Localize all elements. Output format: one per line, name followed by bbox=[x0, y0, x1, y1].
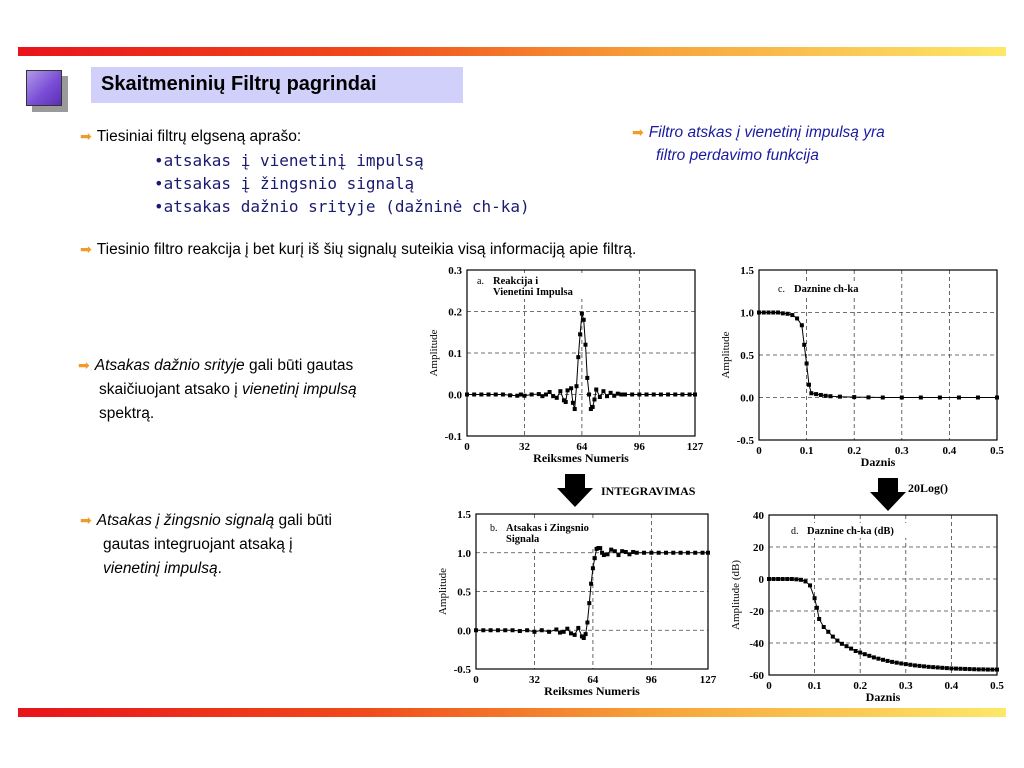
bullet-3-line-3: spektrą. bbox=[99, 405, 155, 422]
data-point bbox=[679, 551, 683, 555]
data-point bbox=[530, 393, 534, 397]
y-tick-label: 1.5 bbox=[740, 265, 754, 277]
data-point bbox=[593, 556, 597, 560]
data-point bbox=[822, 625, 826, 629]
data-point bbox=[630, 393, 634, 397]
data-point bbox=[598, 395, 602, 399]
data-point bbox=[573, 633, 577, 637]
x-tick-label: 0.4 bbox=[944, 680, 959, 692]
x-tick-label: 0.5 bbox=[990, 680, 1004, 692]
y-tick-label: 0.2 bbox=[448, 306, 462, 319]
chart-frequency-response bbox=[712, 262, 1012, 474]
data-point bbox=[624, 550, 628, 554]
bullet-4-italic: Atsakas į žingsnio signalą bbox=[96, 512, 275, 529]
y-tick-label: -0.5 bbox=[736, 435, 754, 447]
arrow-bullet-icon: ➡ bbox=[80, 512, 92, 528]
series-line bbox=[769, 579, 997, 670]
data-point bbox=[809, 391, 813, 395]
data-point bbox=[575, 384, 579, 388]
x-tick-label: 0.4 bbox=[942, 445, 957, 457]
bullet-3-line-2 bbox=[99, 381, 357, 399]
data-point bbox=[840, 642, 844, 646]
x-tick-label: 0.5 bbox=[990, 445, 1004, 457]
data-point bbox=[594, 388, 598, 392]
data-point bbox=[890, 660, 894, 664]
chart-impulse-response bbox=[425, 262, 715, 474]
data-point bbox=[584, 632, 588, 636]
x-tick-label: 127 bbox=[699, 674, 717, 686]
data-point bbox=[496, 628, 500, 632]
arrow-bullet-icon: ➡ bbox=[632, 124, 644, 140]
data-point bbox=[693, 393, 697, 397]
data-point bbox=[620, 549, 624, 553]
bullet-3 bbox=[78, 356, 353, 375]
data-point bbox=[986, 668, 990, 672]
data-point bbox=[558, 631, 562, 635]
data-point bbox=[686, 551, 690, 555]
data-point bbox=[481, 628, 485, 632]
down-arrow-left-icon bbox=[555, 474, 595, 508]
data-point bbox=[576, 626, 580, 630]
arrow-bullet-icon: ➡ bbox=[80, 128, 92, 144]
data-point bbox=[886, 659, 890, 663]
data-point bbox=[863, 652, 867, 656]
x-tick-label: 0 bbox=[766, 680, 772, 692]
data-point bbox=[936, 665, 940, 669]
data-point bbox=[772, 577, 776, 581]
data-point bbox=[666, 393, 670, 397]
bullet-3-italic: Atsakas dažnio srityje bbox=[94, 357, 245, 374]
data-point bbox=[790, 577, 794, 581]
data-point bbox=[872, 655, 876, 659]
data-point bbox=[616, 392, 620, 396]
x-axis-label: Daznis bbox=[865, 690, 901, 704]
data-point bbox=[977, 667, 981, 671]
data-point bbox=[917, 664, 921, 668]
data-point bbox=[602, 553, 606, 557]
data-point bbox=[881, 658, 885, 662]
x-axis-label: Reiksmes Numeris bbox=[533, 451, 629, 465]
chart-title-line: Reakcija i bbox=[493, 276, 539, 287]
data-point bbox=[580, 312, 584, 316]
data-point bbox=[591, 405, 595, 409]
data-point bbox=[824, 394, 828, 398]
title-box bbox=[91, 67, 463, 103]
data-point bbox=[503, 628, 507, 632]
x-tick-label: 0.2 bbox=[847, 445, 862, 457]
data-point bbox=[525, 628, 529, 632]
plot-frame bbox=[769, 515, 997, 675]
data-point bbox=[876, 657, 880, 661]
data-point bbox=[585, 376, 589, 380]
chart-step-response bbox=[432, 505, 717, 705]
data-point bbox=[786, 312, 790, 316]
data-point bbox=[612, 394, 616, 398]
data-point bbox=[799, 578, 803, 582]
data-point bbox=[688, 393, 692, 397]
data-point bbox=[565, 627, 569, 631]
y-tick-label: 0.1 bbox=[448, 348, 462, 360]
data-point bbox=[619, 393, 623, 397]
x-tick-label: 64 bbox=[587, 674, 599, 686]
sub-bullet-2: •atsakas į žingsnio signalą bbox=[154, 174, 415, 193]
data-point bbox=[835, 639, 839, 643]
data-point bbox=[781, 577, 785, 581]
sub-bullet-3: •atsakas dažnio srityje (dažninė ch-ka) bbox=[154, 197, 530, 216]
chart-title-line: Signala bbox=[506, 534, 540, 545]
y-tick-label: -60 bbox=[749, 670, 764, 682]
data-point bbox=[972, 667, 976, 671]
data-point bbox=[551, 394, 555, 398]
chart-letter: b. bbox=[490, 523, 498, 534]
data-point bbox=[627, 552, 631, 556]
y-tick-label: 0 bbox=[758, 574, 764, 586]
data-point bbox=[959, 667, 963, 671]
bullet-4 bbox=[80, 511, 332, 530]
x-axis-label: Daznis bbox=[860, 455, 896, 469]
data-point bbox=[807, 383, 811, 387]
top-gradient-bar bbox=[18, 47, 1006, 56]
data-point bbox=[680, 393, 684, 397]
data-point bbox=[582, 318, 586, 322]
right-note bbox=[632, 123, 885, 142]
data-point bbox=[635, 551, 639, 555]
data-point bbox=[489, 628, 493, 632]
data-point bbox=[800, 323, 804, 327]
x-tick-label: 64 bbox=[576, 441, 588, 453]
data-point bbox=[701, 551, 705, 555]
data-point bbox=[591, 566, 595, 570]
y-tick-label: 0.0 bbox=[448, 389, 462, 402]
data-point bbox=[838, 395, 842, 399]
data-point bbox=[673, 393, 677, 397]
chart-title-line: Daznine ch-ka (dB) bbox=[807, 526, 894, 537]
data-point bbox=[587, 601, 591, 605]
data-point bbox=[831, 635, 835, 639]
bullet-2 bbox=[80, 240, 636, 259]
data-point bbox=[645, 393, 649, 397]
data-point bbox=[511, 628, 515, 632]
y-tick-label: 1.0 bbox=[457, 547, 471, 560]
data-point bbox=[585, 621, 589, 625]
data-point bbox=[582, 636, 586, 640]
data-point bbox=[954, 667, 958, 671]
data-point bbox=[548, 390, 552, 394]
data-point bbox=[522, 394, 526, 398]
data-point bbox=[518, 629, 522, 633]
data-point bbox=[899, 661, 903, 665]
data-point bbox=[776, 311, 780, 315]
data-point bbox=[609, 548, 613, 552]
data-point bbox=[968, 667, 972, 671]
data-point bbox=[881, 396, 885, 400]
data-point bbox=[598, 546, 602, 550]
x-tick-label: 96 bbox=[645, 674, 657, 686]
data-point bbox=[623, 393, 627, 397]
data-point bbox=[606, 552, 610, 556]
data-point bbox=[866, 395, 870, 399]
data-point bbox=[981, 667, 985, 671]
data-point bbox=[908, 663, 912, 667]
bullet-3-rest: gali būti gautas bbox=[244, 357, 354, 374]
bullet-1 bbox=[80, 127, 301, 146]
y-tick-label: 0.5 bbox=[740, 350, 754, 362]
x-axis-label: Reiksmes Numeris bbox=[544, 684, 640, 698]
y-tick-label: 20 bbox=[753, 542, 764, 554]
data-point bbox=[762, 311, 766, 315]
data-point bbox=[814, 392, 818, 396]
log-label: 20Log() bbox=[908, 481, 948, 495]
x-tick-label: 32 bbox=[518, 441, 530, 453]
data-point bbox=[802, 343, 806, 347]
right-note-line-2: filtro perdavimo funkcija bbox=[656, 147, 819, 164]
data-point bbox=[990, 668, 994, 672]
chart-title-line: Daznine ch-ka bbox=[794, 284, 859, 295]
bullet-4-rest: gali būti bbox=[274, 512, 332, 529]
data-point bbox=[589, 582, 593, 586]
data-point bbox=[569, 631, 573, 635]
data-point bbox=[555, 396, 559, 400]
data-point bbox=[845, 644, 849, 648]
data-point bbox=[569, 386, 573, 390]
data-point bbox=[544, 393, 548, 397]
chart-title-line: Atsakas i Zingsnio bbox=[506, 523, 589, 534]
data-point bbox=[919, 396, 923, 400]
data-point bbox=[785, 577, 789, 581]
y-axis-label: Amplitude bbox=[720, 331, 732, 379]
data-point bbox=[803, 579, 807, 583]
data-point bbox=[817, 617, 821, 621]
data-point bbox=[537, 392, 541, 396]
y-tick-label: 40 bbox=[753, 510, 764, 522]
data-point bbox=[465, 393, 469, 397]
x-tick-label: 0.2 bbox=[853, 680, 868, 692]
x-tick-label: 32 bbox=[528, 674, 540, 686]
data-point bbox=[927, 665, 931, 669]
data-point bbox=[649, 551, 653, 555]
x-tick-label: 0.1 bbox=[807, 680, 822, 692]
data-point bbox=[995, 396, 999, 400]
x-tick-label: 0 bbox=[464, 441, 470, 453]
data-point bbox=[532, 630, 536, 634]
data-point bbox=[693, 551, 697, 555]
x-tick-label: 127 bbox=[686, 441, 704, 453]
data-point bbox=[566, 388, 570, 392]
data-point bbox=[592, 397, 596, 401]
data-point bbox=[808, 583, 812, 587]
y-tick-label: 0.3 bbox=[448, 265, 462, 277]
y-tick-label: -40 bbox=[749, 638, 764, 650]
data-point bbox=[571, 401, 575, 405]
data-point bbox=[945, 666, 949, 670]
integravimas-label: INTEGRAVIMAS bbox=[601, 484, 696, 498]
data-point bbox=[605, 394, 609, 398]
y-axis-label: Amplitude bbox=[437, 567, 449, 616]
slide-title: Skaitmeninių Filtrų pagrindai bbox=[101, 73, 377, 95]
data-point bbox=[767, 577, 771, 581]
data-point bbox=[540, 628, 544, 632]
bullet-3-line-2-italic: vienetinį impulsą bbox=[242, 381, 357, 398]
data-point bbox=[706, 551, 710, 555]
right-note-line-1: Filtro atskas į vienetinį impulsą yra bbox=[648, 124, 885, 141]
data-point bbox=[849, 647, 853, 651]
data-point bbox=[501, 393, 505, 397]
data-point bbox=[508, 393, 512, 397]
data-point bbox=[826, 630, 830, 634]
down-arrow-right-icon bbox=[868, 478, 908, 512]
data-point bbox=[900, 396, 904, 400]
data-point bbox=[578, 332, 582, 336]
data-point bbox=[767, 311, 771, 315]
data-point bbox=[657, 551, 661, 555]
data-point bbox=[854, 649, 858, 653]
data-point bbox=[938, 396, 942, 400]
data-point bbox=[963, 667, 967, 671]
sub-bullet-1: •atsakas į vienetinį impulsą bbox=[154, 151, 424, 170]
data-point bbox=[949, 666, 953, 670]
series-line bbox=[476, 547, 708, 639]
data-point bbox=[494, 393, 498, 397]
data-point bbox=[852, 395, 856, 399]
data-point bbox=[931, 665, 935, 669]
data-point bbox=[631, 550, 635, 554]
y-tick-label: 1.5 bbox=[457, 509, 471, 521]
data-point bbox=[564, 400, 568, 404]
data-point bbox=[790, 313, 794, 317]
data-point bbox=[795, 316, 799, 320]
data-point bbox=[583, 343, 587, 347]
chart-letter: a. bbox=[477, 276, 484, 287]
data-point bbox=[587, 393, 591, 397]
bullet-4-line-2: gautas integruojant atsaką į bbox=[103, 536, 293, 553]
x-tick-label: 0 bbox=[756, 445, 762, 457]
x-tick-label: 0.3 bbox=[894, 445, 909, 457]
y-tick-label: -0.5 bbox=[453, 664, 471, 676]
data-point bbox=[976, 396, 980, 400]
data-point bbox=[613, 549, 617, 553]
y-axis-label: Amplitude bbox=[428, 329, 440, 377]
data-point bbox=[562, 630, 566, 634]
y-tick-label: -0.1 bbox=[444, 431, 462, 443]
bullet-4-line-3-end: . bbox=[217, 560, 222, 577]
data-point bbox=[558, 389, 562, 393]
data-point bbox=[642, 551, 646, 555]
bullet-3-line-2-start: skaičiuojant atsako į bbox=[99, 381, 243, 398]
y-tick-label: 0.0 bbox=[740, 392, 754, 405]
data-point bbox=[771, 311, 775, 315]
data-point bbox=[659, 393, 663, 397]
data-point bbox=[858, 651, 862, 655]
data-point bbox=[487, 393, 491, 397]
y-tick-label: -20 bbox=[749, 606, 764, 618]
data-point bbox=[776, 577, 780, 581]
chart-frequency-response-db bbox=[730, 505, 1015, 705]
y-tick-label: 0.0 bbox=[457, 625, 471, 638]
data-point bbox=[474, 628, 478, 632]
data-point bbox=[472, 393, 476, 397]
data-point bbox=[904, 662, 908, 666]
y-axis-label: Amplitude (dB) bbox=[730, 560, 742, 630]
x-tick-label: 96 bbox=[633, 441, 645, 453]
data-point bbox=[781, 311, 785, 315]
data-point bbox=[671, 551, 675, 555]
y-tick-label: 0.5 bbox=[457, 586, 471, 599]
data-point bbox=[913, 663, 917, 667]
data-point bbox=[637, 393, 641, 397]
data-point bbox=[616, 553, 620, 557]
data-point bbox=[815, 606, 819, 610]
data-point bbox=[828, 394, 832, 398]
data-point bbox=[664, 551, 668, 555]
bullet-1-text: Tiesiniai filtrų elgseną aprašo: bbox=[96, 128, 302, 145]
data-point bbox=[922, 664, 926, 668]
data-point bbox=[957, 396, 961, 400]
data-point bbox=[479, 393, 483, 397]
arrow-bullet-icon: ➡ bbox=[80, 241, 92, 257]
chart-letter: d. bbox=[791, 526, 799, 537]
data-point bbox=[547, 630, 551, 634]
x-tick-label: 0 bbox=[473, 674, 479, 686]
data-point bbox=[995, 668, 999, 672]
data-point bbox=[805, 362, 809, 366]
slide-logo-square-icon bbox=[26, 70, 62, 106]
data-point bbox=[757, 311, 761, 315]
data-point bbox=[573, 407, 577, 411]
data-point bbox=[652, 393, 656, 397]
chart-letter: c. bbox=[778, 284, 785, 295]
bottom-gradient-bar bbox=[18, 708, 1006, 717]
x-tick-label: 0.3 bbox=[898, 680, 913, 692]
data-point bbox=[576, 355, 580, 359]
data-point bbox=[601, 389, 605, 393]
data-point bbox=[895, 661, 899, 665]
data-point bbox=[554, 627, 558, 631]
data-point bbox=[867, 654, 871, 658]
data-point bbox=[940, 666, 944, 670]
bullet-4-line-3 bbox=[103, 560, 222, 578]
arrow-bullet-icon: ➡ bbox=[78, 357, 90, 373]
bullet-4-line-3-italic: vienetinį impulsą bbox=[103, 560, 218, 577]
chart-title-line: Vienetini Impulsa bbox=[493, 287, 573, 298]
bullet-2-text: Tiesinio filtro reakcija į bet kurį iš šių signalų suteikia visą informaciją apie filtrą. bbox=[96, 241, 637, 258]
data-point bbox=[609, 391, 613, 395]
y-tick-label: 1.0 bbox=[740, 307, 754, 320]
data-point bbox=[813, 596, 817, 600]
data-point bbox=[540, 394, 544, 398]
x-tick-label: 0.1 bbox=[799, 445, 814, 457]
data-point bbox=[515, 394, 519, 398]
data-point bbox=[794, 577, 798, 581]
data-point bbox=[819, 393, 823, 397]
data-point bbox=[519, 393, 523, 397]
